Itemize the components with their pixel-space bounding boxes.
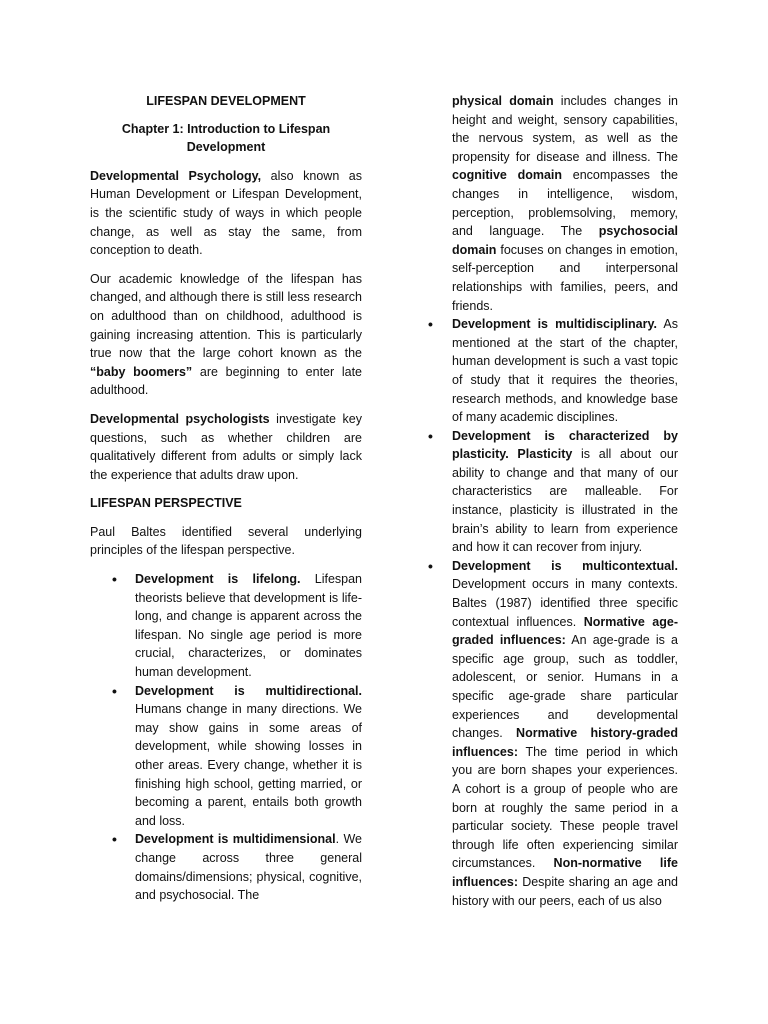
list-item-text: Development occurs in many contexts. Baltes (1987) identified three specific contextual influences.: [452, 577, 678, 629]
list-item-text: . We change across three general domains/dimensions; physical, cognitive, and psychosocial. The: [135, 832, 362, 903]
age-graded-text: An age-grade is a specific age group, such as toddler, adolescent, or senior. Humans in a specific age-grade share particular experiences and developmental changes.: [452, 633, 678, 741]
list-item-bold: Development is multicontextual.: [452, 558, 678, 573]
psychologists-term: Developmental psychologists: [90, 411, 270, 426]
list-item-lifelong: [135, 570, 362, 682]
psychosocial-domain-term: psychosocial domain: [452, 224, 678, 257]
plasticity-term: Plasticity: [508, 447, 573, 462]
list-item-multidisciplinary: [452, 315, 678, 427]
list-item-text: Lifespan theorists believe that development is life-long, and change is apparent across the lifespan. No single age period is more crucial, characterizes, or dominates human development.: [135, 572, 362, 680]
list-item-text: As mentioned at the start of the chapter, human development is such a vast topic of study that it requires the theories, research methods, and knowledge base of many academic disciplines.: [452, 317, 678, 425]
knowledge-text-before: Our academic knowledge of the lifespan has changed, and although there is still less research on adulthood than on childhood, adulthood is gaining increasing attention. This is particularly true now that the large cohort known as the: [90, 271, 362, 361]
psychosocial-domain-text: focuses on changes in emotion, self-perception and interpersonal relationships with families, peers, and friends.: [452, 242, 678, 313]
left-column: [90, 92, 362, 905]
intro-text: also known as Human Development or Lifespan Development, is the scientific study of ways in which people change, as well as stay the same, from conception to death.: [90, 168, 362, 258]
psychologists-text: investigate key questions, such as whether children are qualitatively different from adults or simply lack the experience that adults draw upon.: [90, 411, 362, 482]
psychologists-paragraph: [90, 410, 362, 484]
cognitive-domain-text: encompasses the changes in intelligence, wisdom, perception, problemsolving, memory, and language. The: [452, 168, 678, 239]
list-item-bold: Development is lifelong.: [135, 572, 301, 587]
list-item-text: Humans change in many directions. We may show gains in some areas of development, while showing losses in other areas. Every change, whether it is finishing high school, getting married, or becoming a parent, entails both growth and loss.: [135, 702, 362, 828]
list-item-bold: Development is multidisciplinary.: [452, 317, 657, 332]
list-item-plasticity: [452, 427, 678, 557]
history-graded-term: Normative history-graded influences:: [452, 726, 678, 759]
intro-term: Developmental Psychology,: [90, 168, 262, 183]
list-item-multicontextual: [452, 557, 678, 910]
domains-continuation: [452, 92, 678, 315]
list-item-bold: Development is multidimensional: [135, 832, 336, 847]
list-item-multidirectional: [135, 682, 362, 831]
section-heading: LIFESPAN PERSPECTIVE: [90, 496, 242, 511]
baltes-paragraph: Paul Baltes identified several underlying principles of the lifespan perspective.: [90, 524, 362, 558]
baby-boomers-term: “baby boomers”: [90, 364, 193, 379]
chapter-heading-line1: Chapter 1: Introduction to Lifespan: [121, 121, 331, 136]
list-item-bold: Development is multidirectional.: [135, 683, 362, 698]
physical-domain-term: physical domain: [452, 94, 554, 108]
age-graded-term: Normative age-graded influences:: [452, 614, 678, 648]
list-item-bold: Development is characterized by plasticity.: [452, 428, 678, 462]
physical-domain-text: includes changes in height and weight, sensory capabilities, the nervous system, as well as the propensity for disease and illness. The: [452, 94, 678, 164]
knowledge-paragraph: [90, 270, 362, 400]
right-column: [452, 92, 678, 910]
principles-list-left: [135, 570, 362, 905]
intro-paragraph: [90, 167, 362, 260]
list-item-text: is all about our ability to change and that many of our characteristics are malleable. For instance, plasticity is illustrated in the brain’s ability to learn from experience and how it can recover from injury.: [452, 447, 678, 555]
history-graded-text: The time period in which you are born shapes your experiences. A cohort is a group of people who are born at roughly the same period in a particular society. These people travel through life often experiencing similar circumstances.: [452, 744, 678, 871]
non-normative-text: Despite sharing an age and history with our peers, each of us also: [452, 874, 678, 908]
list-item-multidimensional: [135, 830, 362, 904]
document-title: LIFESPAN DEVELOPMENT: [146, 94, 306, 108]
non-normative-term: Non-normative life influences:: [452, 856, 678, 889]
chapter-heading: [90, 120, 362, 157]
chapter-heading-line2: Development: [186, 140, 266, 155]
knowledge-text-after: are beginning to enter late adulthood.: [90, 364, 363, 398]
principles-list-right: [452, 315, 678, 910]
cognitive-domain-term: cognitive domain: [452, 168, 563, 183]
